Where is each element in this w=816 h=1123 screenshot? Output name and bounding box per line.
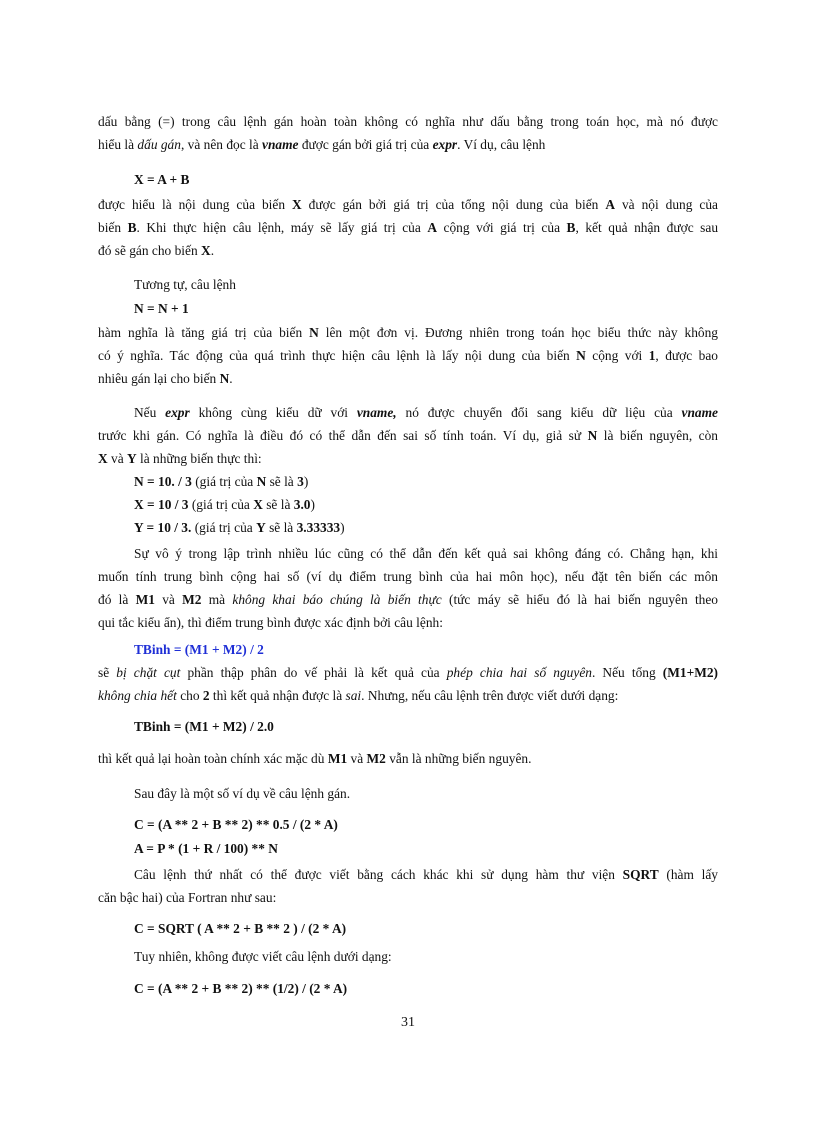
paragraph-line: Sau đây là một số ví dụ về câu lệnh gán. [134, 786, 351, 801]
paragraph-line: trước khi gán. Có nghĩa là điều đó có thể dẫn đến sai số tính toán. Ví dụ, giả sử N là biến nguyên, còn [98, 428, 718, 443]
paragraph-line: căn bậc hai) của Fortran như sau: [98, 890, 277, 905]
code-line: N = 10. / 3 (giá trị của N sẽ là 3) [134, 474, 309, 489]
paragraph-line: đó sẽ gán cho biến X. [98, 243, 215, 258]
paragraph-line: sẽ bị chặt cụt phần thập phân do vế phải là kết quả của phép chia hai số nguyên. Nếu tổng (M1+M2) [98, 665, 718, 680]
paragraph-line: thì kết quả lại hoàn toàn chính xác mặc dù M1 và M2 vẫn là những biến nguyên. [98, 751, 532, 766]
paragraph-line: Nếu expr không cùng kiểu dữ với vname, nó được chuyển đổi sang kiểu dữ liệu của vname [134, 405, 718, 420]
page-number: 31 [401, 1015, 415, 1030]
code-line: TBinh = (M1 + M2) / 2.0 [134, 719, 274, 734]
paragraph-line: không chia hết cho 2 thì kết quả nhận được là sai. Nhưng, nếu câu lệnh trên được viết dưới dạng: [98, 688, 619, 703]
code-line: C = (A ** 2 + B ** 2) ** 0.5 / (2 * A) [134, 817, 338, 832]
paragraph-line: có ý nghĩa. Tác động của quá trình thực hiện câu lệnh là lấy nội dung của biến N cộng với 1, được bao [98, 348, 718, 363]
paragraph-line: Sự vô ý trong lập trình nhiều lúc cũng có thể dẫn đến kết quả sai không đáng có. Chẳng hạn, khi [134, 546, 718, 561]
paragraph-line: hàm nghĩa là tăng giá trị của biến N lên một đơn vị. Đương nhiên trong toán học biểu thức này không [98, 325, 719, 340]
paragraph-line: Câu lệnh thứ nhất có thể được viết bằng cách khác khi sử dụng hàm thư viện SQRT (hàm lấy [134, 867, 718, 882]
paragraph-line: biến B. Khi thực hiện câu lệnh, máy sẽ lấy giá trị của A cộng với giá trị của B, kết quả nhận được sau [98, 220, 719, 235]
code-line: X = A + B [134, 172, 190, 187]
paragraph-line: X và Y là những biến thực thì: [98, 451, 262, 466]
paragraph-line: được hiểu là nội dung của biến X được gán bởi giá trị của tổng nội dung của biến A và nội dung của [98, 197, 718, 212]
code-line: A = P * (1 + R / 100) ** N [134, 841, 278, 856]
paragraph-line: nhiêu gán lại cho biến N. [98, 371, 233, 386]
paragraph-line: dấu bằng (=) trong câu lệnh gán hoàn toàn không có nghĩa như dấu bằng trong toán học, mà nó được [98, 114, 718, 129]
paragraph-line: hiểu là dấu gán, và nên đọc là vname được gán bởi giá trị của expr. Ví dụ, câu lệnh [98, 137, 546, 152]
code-line: X = 10 / 3 (giá trị của X sẽ là 3.0) [134, 497, 315, 512]
code-line: N = N + 1 [134, 301, 189, 316]
paragraph-line: qui tắc kiểu ẩn), thì điểm trung bình được xác định bởi câu lệnh: [98, 615, 443, 630]
paragraph-line: Tương tự, câu lệnh [134, 277, 236, 292]
paragraph-line: đó là M1 và M2 mà không khai báo chúng là biến thực (tức máy sẽ hiểu đó là hai biến nguyên theo [98, 592, 718, 607]
code-line: TBinh = (M1 + M2) / 2 [134, 642, 264, 657]
code-line: Y = 10 / 3. (giá trị của Y sẽ là 3.33333) [134, 520, 345, 535]
paragraph-line: muốn tính trung bình cộng hai số (ví dụ điểm trung bình của hai môn học), nếu đặt tên biến các môn [98, 569, 718, 584]
code-line: C = (A ** 2 + B ** 2) ** (1/2) / (2 * A) [134, 981, 348, 996]
code-line: C = SQRT ( A ** 2 + B ** 2 ) / (2 * A) [134, 921, 347, 936]
paragraph-line: Tuy nhiên, không được viết câu lệnh dưới dạng: [134, 949, 392, 964]
